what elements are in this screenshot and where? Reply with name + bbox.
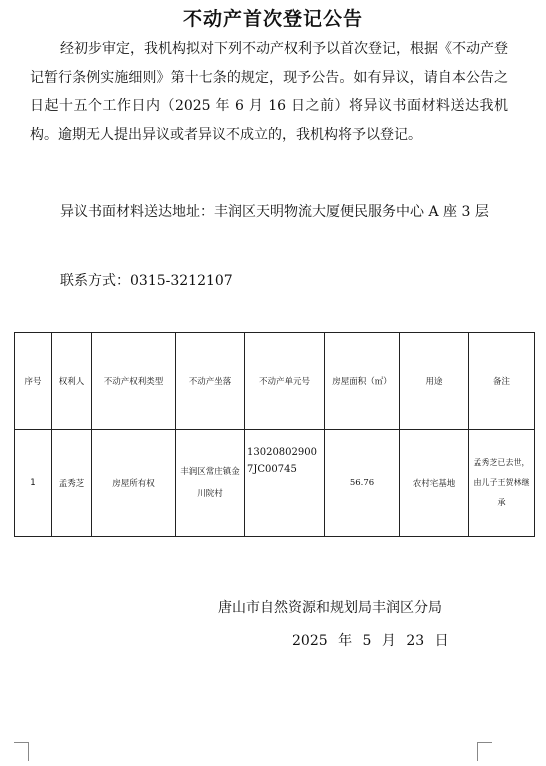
cell-unit-number: 130208029007JC00745 xyxy=(245,430,325,537)
issue-date: 2025 年 5 月 23 日 xyxy=(292,633,449,649)
page-corner-mark-left xyxy=(14,742,29,761)
table-header-row xyxy=(15,333,535,430)
cell-usage: 农村宅基地 xyxy=(400,430,469,537)
cell-location: 丰润区常庄镇金川院村 xyxy=(176,430,245,537)
document-title: 不动产首次登记公告 xyxy=(182,8,363,30)
announcement-body: 经初步审定，我机构拟对下列不动产权利予以首次登记，根据《不动产登记暂行条例实施细则》第十七条的规定，现予公告。如有异议，请自本公告之日起十五个工作日内（2025 年 6 月 16 日之前）将异议书面材料送达我机构。逾期无人提出异议或者异议不成立的，我机构将予以登记。 xyxy=(30,41,508,143)
header-cell-remarks: 备注 xyxy=(469,333,535,430)
header-cell-location: 不动产坐落 xyxy=(176,333,245,430)
cell-area: 56.76 xyxy=(325,430,400,537)
page-corner-mark-right xyxy=(477,742,492,761)
issuing-organization: 唐山市自然资源和规划局丰润区分局 xyxy=(218,600,442,616)
property-table xyxy=(14,332,535,537)
cell-owner: 孟秀芝 xyxy=(52,430,92,537)
header-cell-area: 房屋面积（㎡） xyxy=(325,333,400,430)
cell-right-type: 房屋所有权 xyxy=(92,430,176,537)
objection-address: 异议书面材料送达地址：丰润区天明物流大厦便民服务中心 A 座 3 层 xyxy=(60,204,489,220)
cell-index: 1 xyxy=(15,430,52,537)
table-row xyxy=(15,430,535,537)
header-cell-owner: 权利人 xyxy=(52,333,92,430)
header-cell-usage: 用途 xyxy=(400,333,469,430)
contact-info: 联系方式：0315-3212107 xyxy=(60,273,233,289)
header-cell-unit-number: 不动产单元号 xyxy=(245,333,325,430)
header-cell-index: 序号 xyxy=(15,333,52,430)
cell-remarks: 孟秀芝已去世，由儿子王贺林继承 xyxy=(469,430,535,537)
header-cell-right-type: 不动产权利类型 xyxy=(92,333,176,430)
